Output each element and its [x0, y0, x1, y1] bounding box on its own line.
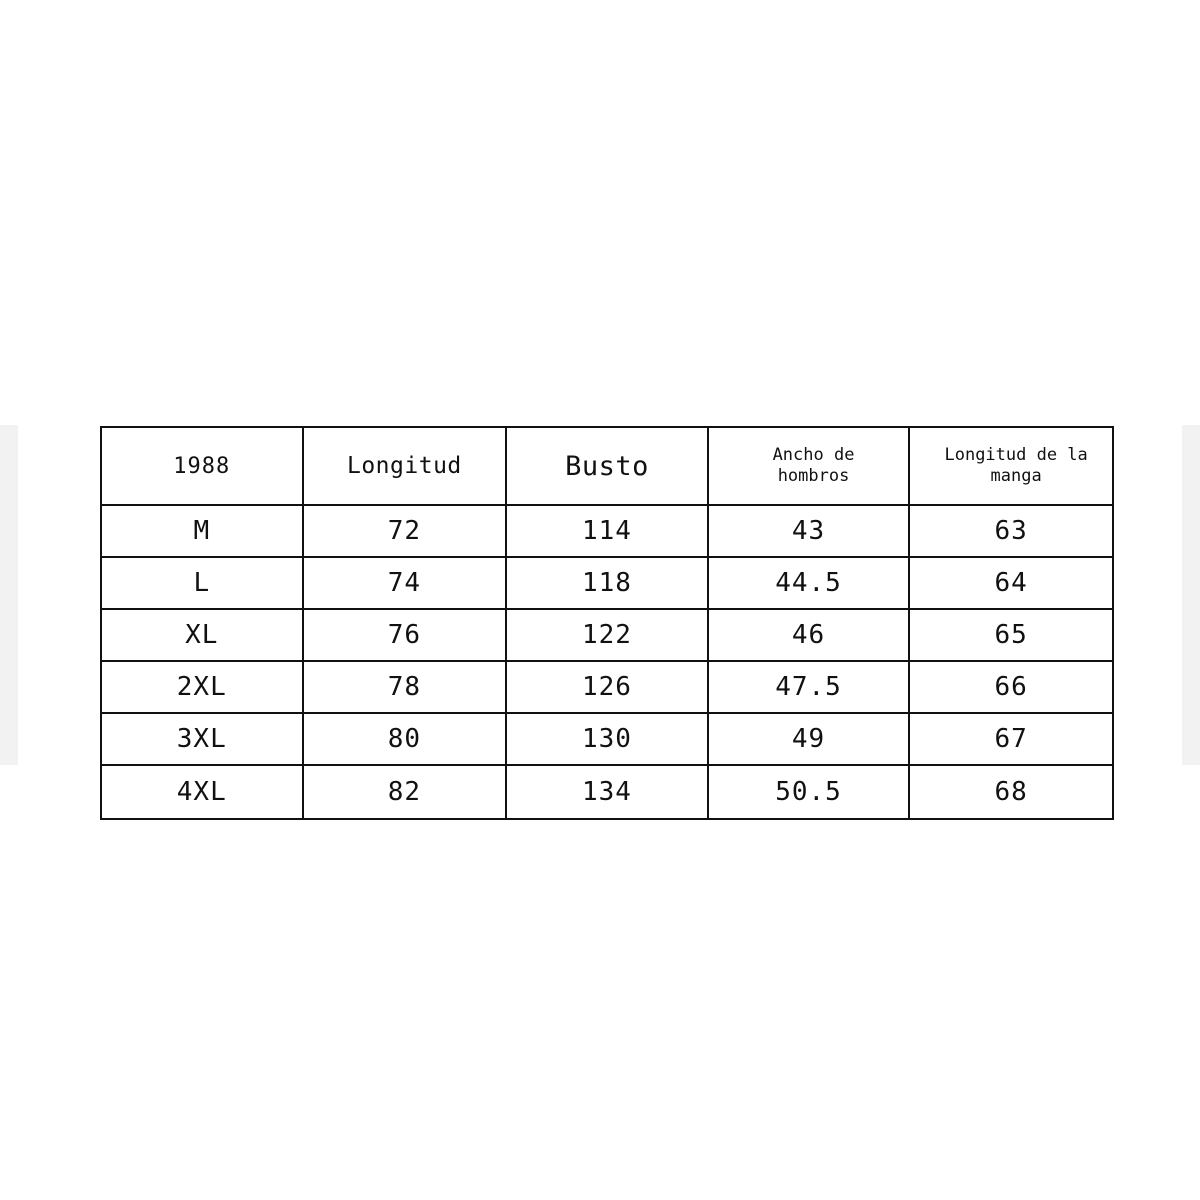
cell-longitud: 76 — [303, 609, 507, 661]
cell-busto: 134 — [506, 765, 708, 819]
header-longitud: Longitud — [303, 427, 507, 505]
cell-size: 2XL — [101, 661, 303, 713]
cell-manga: 64 — [909, 557, 1113, 609]
cell-busto: 122 — [506, 609, 708, 661]
cell-hombros: 44.5 — [708, 557, 910, 609]
cell-longitud: 72 — [303, 505, 507, 557]
header-ancho-de-hombros-line1: Ancho de — [772, 444, 855, 465]
cell-manga: 68 — [909, 765, 1113, 819]
cell-manga: 67 — [909, 713, 1113, 765]
cell-hombros: 46 — [708, 609, 910, 661]
cell-manga: 66 — [909, 661, 1113, 713]
band-edge-right — [1182, 425, 1200, 765]
size-chart-table — [100, 426, 1114, 820]
header-longitud-de-la-manga-line2: manga — [990, 466, 1042, 486]
table-row — [101, 505, 1113, 557]
cell-size: L — [101, 557, 303, 609]
table-row — [101, 557, 1113, 609]
header-ancho-de-hombros-line2: hombros — [777, 466, 850, 486]
table-body — [101, 505, 1113, 819]
cell-manga: 65 — [909, 609, 1113, 661]
cell-size: M — [101, 505, 303, 557]
cell-hombros: 49 — [708, 713, 910, 765]
table-row — [101, 713, 1113, 765]
cell-hombros: 47.5 — [708, 661, 910, 713]
table-row — [101, 765, 1113, 819]
cell-hombros: 50.5 — [708, 765, 910, 819]
header-longitud-de-la-manga — [909, 427, 1113, 505]
table-header-row — [101, 427, 1113, 505]
cell-busto: 130 — [506, 713, 708, 765]
cell-hombros: 43 — [708, 505, 910, 557]
cell-longitud: 78 — [303, 661, 507, 713]
table-header — [101, 427, 1113, 505]
cell-busto: 118 — [506, 557, 708, 609]
header-longitud-de-la-manga-line1: Longitud de la — [944, 444, 1088, 465]
cell-size: 3XL — [101, 713, 303, 765]
band-edge-left — [0, 425, 18, 765]
cell-size: 4XL — [101, 765, 303, 819]
cell-busto: 126 — [506, 661, 708, 713]
cell-longitud: 80 — [303, 713, 507, 765]
cell-longitud: 74 — [303, 557, 507, 609]
table-row — [101, 661, 1113, 713]
header-ancho-de-hombros — [708, 427, 910, 505]
table-row — [101, 609, 1113, 661]
cell-manga: 63 — [909, 505, 1113, 557]
cell-busto: 114 — [506, 505, 708, 557]
header-busto: Busto — [506, 427, 708, 505]
cell-size: XL — [101, 609, 303, 661]
header-watermark: 1988 — [101, 427, 303, 505]
cell-longitud: 82 — [303, 765, 507, 819]
